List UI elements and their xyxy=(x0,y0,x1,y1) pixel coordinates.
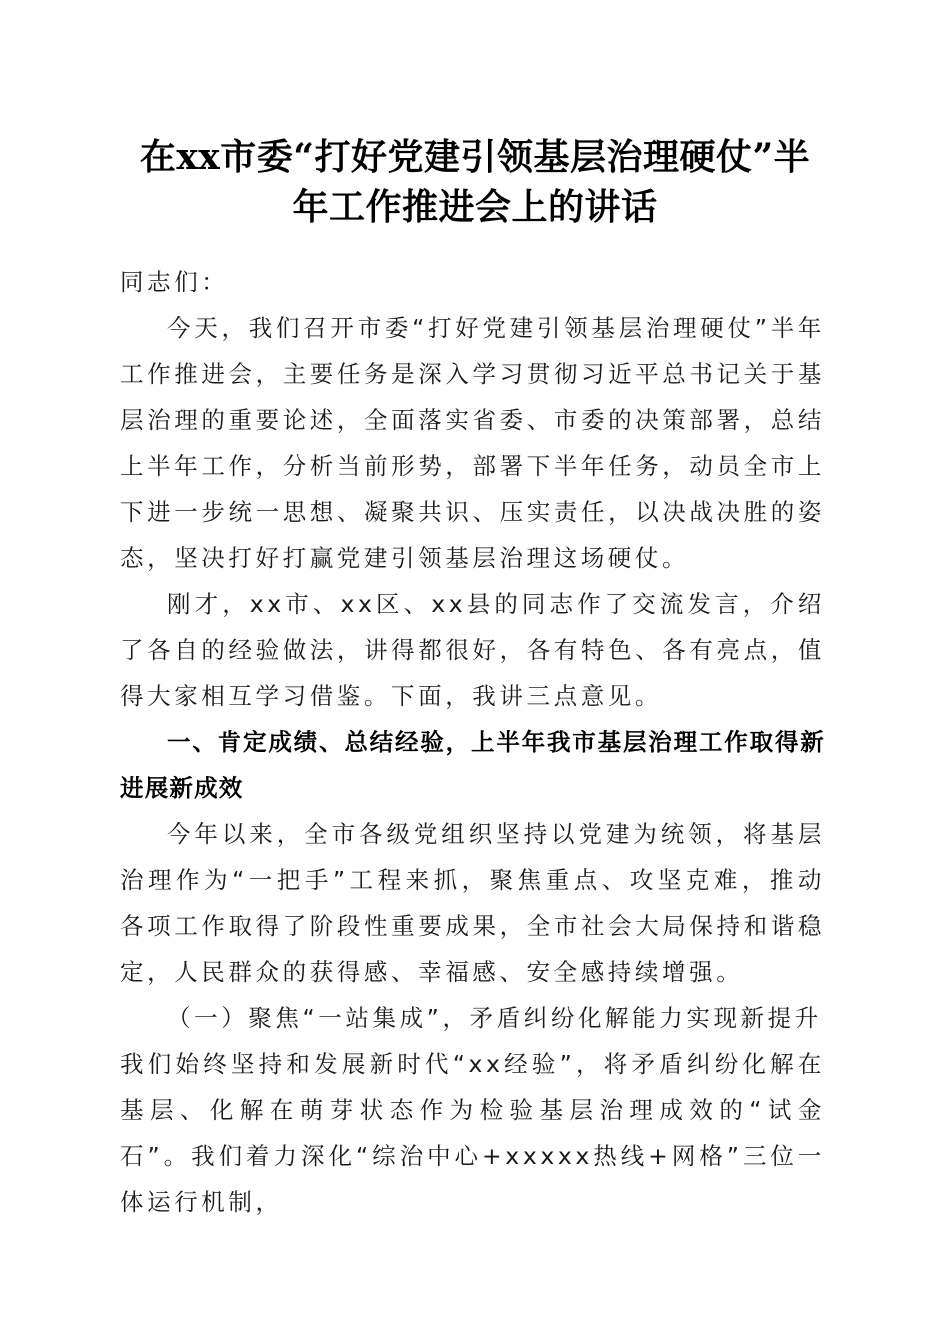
salutation: 同志们： xyxy=(120,268,229,296)
document-title xyxy=(100,132,850,232)
paragraph-achievements: 今年以来，全市各级党组织坚持以党建为统领，将基层治理作为“一把手”工程来抓，聚焦重点、攻坚克难，推动各项工作取得了阶段性重要成果，全市社会大局保持和谐稳定，人民群众的获得感、幸福感、安全感持续增强。 xyxy=(120,820,825,986)
title-line-2: 年工作推进会上的讲话 xyxy=(292,186,658,228)
subsection-heading-1: （一）聚焦“一站集成”，矛盾纠纷化解能力实现新提升 xyxy=(167,1004,822,1032)
section-heading-1: 一、肯定成绩、总结经验，上半年我市基层治理工作取得新进展新成效 xyxy=(120,728,825,802)
document-body xyxy=(120,259,825,1225)
paragraph-intro: 刚才，xx市、xx区、xx县的同志作了交流发言，介绍了各自的经验做法，讲得都很好，各有特色、各有亮点，值得大家相互学习借鉴。下面，我讲三点意见。 xyxy=(120,590,825,710)
title-line-1: 在xx市委“打好党建引领基层治理硬仗”半 xyxy=(139,136,811,178)
paragraph-opening: 今天，我们召开市委“打好党建引领基层治理硬仗”半年工作推进会，主要任务是深入学习贯彻习近平总书记关于基层治理的重要论述，全面落实省委、市委的决策部署，总结上半年工作，分析当前形势，部署下半年任务，动员全市上下进一步统一思想、凝聚共识、压实责任，以决战决胜的姿态，坚决打好打赢党建引领基层治理这场硬仗。 xyxy=(120,314,825,572)
paragraph-dispute-resolution: 我们始终坚持和发展新时代“xx经验”，将矛盾纠纷化解在基层、化解在萌芽状态作为检验基层治理成效的“试金石”。我们着力深化“综治中心+xxxxx热线+网格”三位一体运行机制， xyxy=(120,1050,825,1216)
